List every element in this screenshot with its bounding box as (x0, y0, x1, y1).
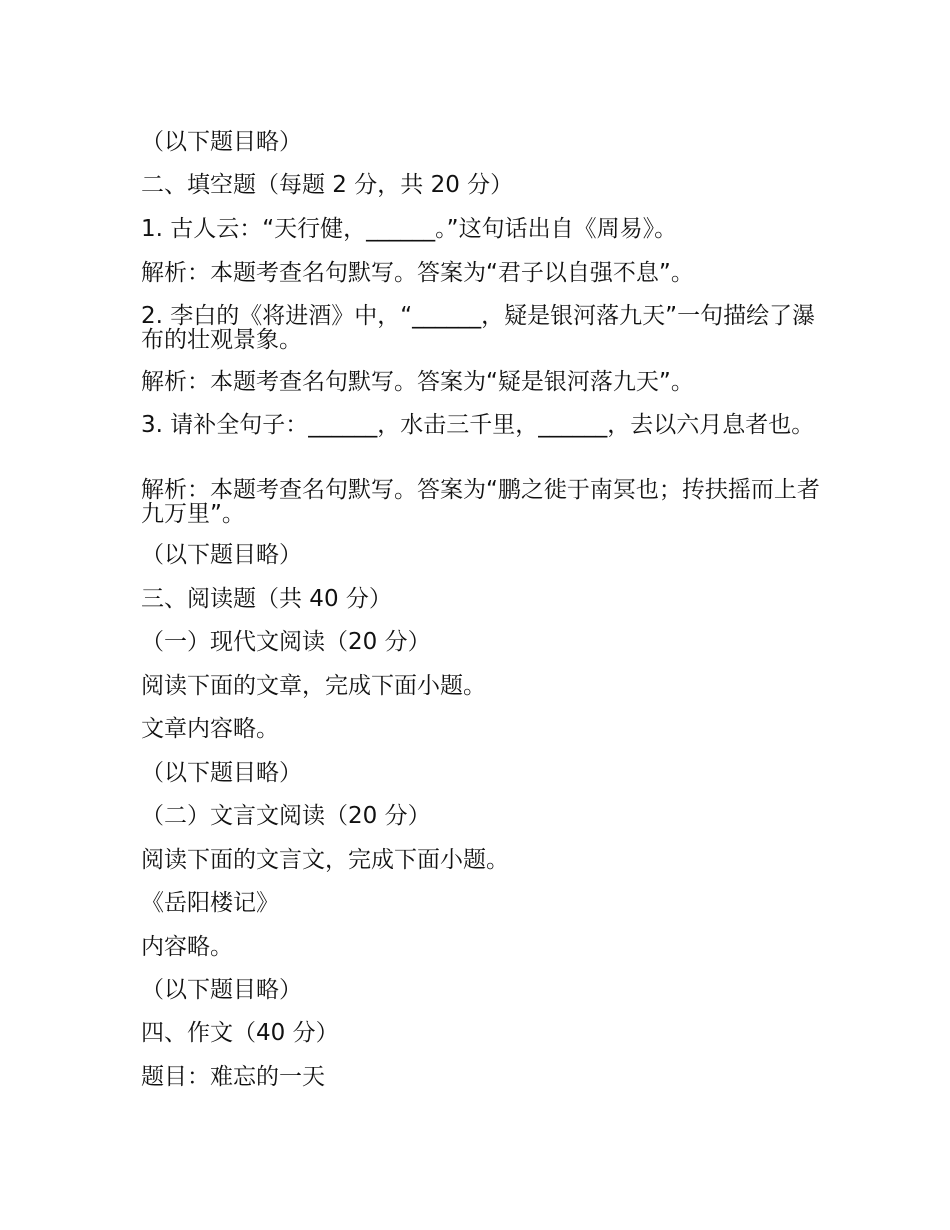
omitted-note: （以下题目略） (141, 760, 302, 786)
classical-instruction: 阅读下面的文言文，完成下面小题。 (141, 847, 509, 873)
question-3: 3. 请补全句子：______，水击三千里，______，去以六月息者也。 (141, 412, 815, 438)
question-2: 2. 李白的《将进酒》中，“______，疑是银河落九天”一句描绘了瀑布的壮观景象。 (141, 303, 816, 353)
classical-text-title: 《岳阳楼记》 (141, 890, 279, 916)
classical-content: 内容略。 (141, 934, 233, 960)
essay-topic: 题目：难忘的一天 (141, 1064, 325, 1090)
section-heading-essay: 四、作文（40 分） (141, 1020, 339, 1046)
question-1: 1. 古人云：“天行健，______。”这句话出自《周易》。 (141, 216, 678, 242)
section-heading-fill-blank: 二、填空题（每题 2 分，共 20 分） (141, 172, 514, 198)
answer-2: 解析：本题考查名句默写。答案为“疑是银河落九天”。 (141, 369, 694, 395)
subsection-modern-reading: （一）现代文阅读（20 分） (141, 629, 431, 655)
section-heading-reading: 三、阅读题（共 40 分） (141, 586, 392, 612)
reading-instruction: 阅读下面的文章，完成下面小题。 (141, 673, 486, 699)
answer-3: 解析：本题考查名句默写。答案为“鹏之徙于南冥也；抟扶摇而上者九万里”。 (141, 477, 820, 527)
omitted-note: （以下题目略） (141, 129, 302, 155)
answer-1: 解析：本题考查名句默写。答案为“君子以自强不息”。 (141, 260, 694, 286)
omitted-note: （以下题目略） (141, 977, 302, 1003)
article-content: 文章内容略。 (141, 716, 279, 742)
omitted-note: （以下题目略） (141, 542, 302, 568)
subsection-classical-reading: （二）文言文阅读（20 分） (141, 803, 431, 829)
